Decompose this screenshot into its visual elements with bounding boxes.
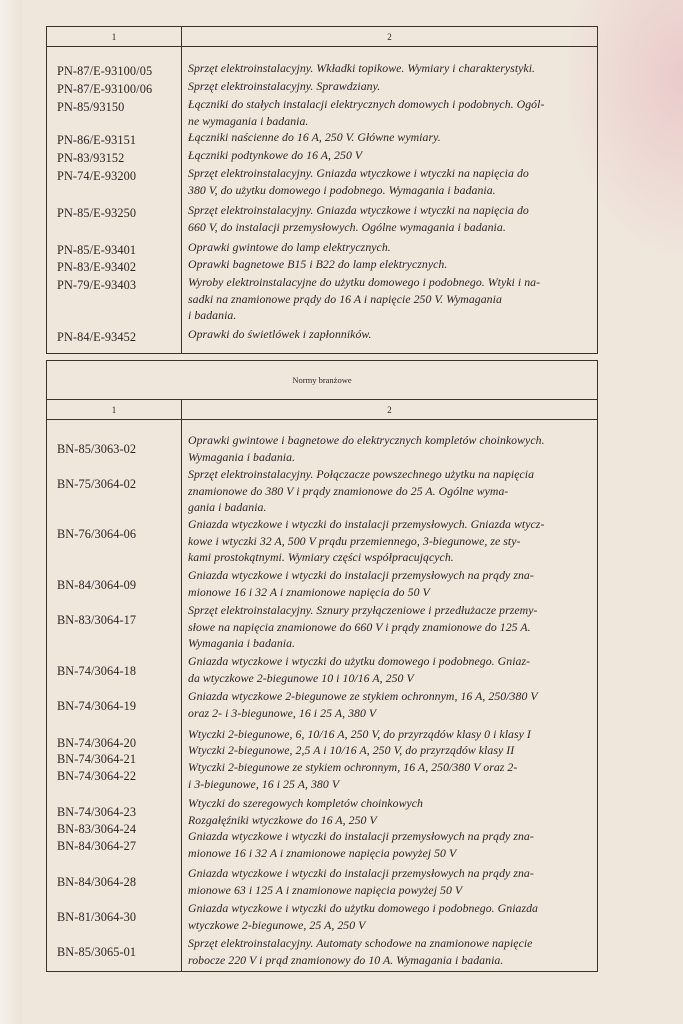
- description-line: mionowe 63 i 125 A i znamionowe napięcia powyżej 50 V: [188, 882, 463, 897]
- column-header-1: 1: [47, 27, 182, 46]
- standard-code: PN-87/E-93100/06: [57, 82, 153, 96]
- code-column: [47, 420, 182, 972]
- standard-description: [188, 812, 593, 829]
- standard-code: BN-83/3064-17: [57, 613, 137, 627]
- standard-code: PN-85/E-93401: [57, 243, 137, 257]
- code-column: [47, 47, 182, 353]
- standard-description: [188, 726, 593, 743]
- standard-code: PN-79/E-93403: [57, 278, 137, 292]
- standard-description: [188, 742, 593, 759]
- standard-description: [188, 516, 593, 566]
- standard-code: BN-85/3065-01: [57, 945, 137, 959]
- description-line: wtyczkowe 2-biegunowe, 25 A, 250 V: [188, 917, 366, 932]
- standard-code: BN-74/3064-21: [57, 752, 137, 766]
- description-line: robocze 220 V i prąd znamionowy do 10 A. Wymagania i badania.: [188, 952, 504, 967]
- description-line: sadki na znamionowe prądy do 16 A i napięcie 250 V. Wymagania: [188, 291, 502, 306]
- standard-description: [188, 147, 593, 164]
- standard-code: BN-74/3064-18: [57, 664, 137, 678]
- description-line: i badania.: [188, 308, 237, 322]
- description-line: Łączniki podtynkowe do 16 A, 250 V: [188, 148, 363, 162]
- description-line: Gniazda wtyczkowe i wtyczki do użytku domowego i podobnego. Gniaz-: [188, 654, 531, 668]
- description-line: mionowe 16 i 32 A i znamionowe napięcia powyżej 50 V: [188, 845, 457, 860]
- standard-description: [188, 795, 593, 812]
- description-line: Oprawki gwintowe do lamp elektrycznych.: [188, 240, 391, 254]
- description-line: Sprzęt elektroinstalacyjny. Gniazda wtyczkowe i wtyczki na napięcia do: [188, 166, 529, 180]
- description-line: Wyroby elektroinstalacyjne do użytku domowego i podobnego. Wtyki i na-: [188, 275, 541, 289]
- standard-code: BN-85/3063-02: [57, 442, 137, 456]
- standard-code: PN-85/E-93250: [57, 206, 137, 220]
- description-line: Sprzęt elektroinstalacyjny. Automaty schodowe na znamionowe napięcie: [188, 936, 533, 950]
- standard-code: BN-74/3064-20: [57, 736, 137, 750]
- standard-description: [188, 688, 593, 721]
- standard-code: PN-84/E-93452: [57, 330, 137, 344]
- description-line: Wtyczki 2-biegunowe, 2,5 A i 10/16 A, 250 V, do przyrządów klasy II: [188, 743, 515, 757]
- description-column: [182, 420, 597, 972]
- standard-code: BN-75/3064-02: [57, 477, 137, 491]
- standard-code: BN-74/3064-19: [57, 699, 137, 713]
- description-line: gania i badania.: [188, 500, 267, 514]
- table-body: [47, 420, 597, 972]
- standard-code: BN-83/3064-24: [57, 822, 137, 836]
- description-line: Sprzęt elektroinstalacyjny. Gniazda wtyczkowe i wtyczki na napięcia do: [188, 203, 529, 217]
- standard-description: [188, 466, 593, 516]
- description-line: oraz 2- i 3-biegunowe, 16 i 25 A, 380 V: [188, 705, 377, 720]
- standard-description: [188, 274, 593, 324]
- description-line: Oprawki do świetlówek i zapłonników.: [188, 327, 372, 341]
- table-header: [47, 400, 597, 420]
- description-line: Wymagania i badania.: [188, 636, 296, 650]
- standard-description: [188, 326, 593, 343]
- standard-code: PN-83/93152: [57, 151, 125, 165]
- standards-table-pn: [46, 26, 598, 354]
- description-line: Sprzęt elektroinstalacyjny. Sznury przyłączeniowe i przedłużacze przemy-: [188, 603, 538, 617]
- description-line: Sprzęt elektroinstalacyjny. Wkładki topikowe. Wymiary i charakterystyki.: [188, 61, 536, 75]
- table-body: [47, 47, 597, 353]
- column-header-2: 2: [387, 31, 392, 42]
- description-line: Gniazda wtyczkowe i wtyczki do instalacji przemysłowych na prądy zna-: [188, 568, 534, 582]
- standard-description: [188, 865, 593, 898]
- standard-description: [188, 202, 593, 235]
- standard-description: [188, 653, 593, 686]
- standard-description: [188, 256, 593, 273]
- description-line: Wtyczki 2-biegunowe ze stykiem ochronnym, 16 A, 250/380 V oraz 2-: [188, 760, 518, 774]
- description-line: Gniazda wtyczkowe i wtyczki do instalacji przemysłowych. Gniazda wtycz-: [188, 517, 545, 531]
- description-line: Sprzęt elektroinstalacyjny. Połączacze powszechnego użytku na napięcia: [188, 467, 535, 481]
- standard-code: PN-83/E-93402: [57, 260, 137, 274]
- standard-description: [188, 165, 593, 198]
- description-line: Wtyczki do szeregowych kompletów choinkowych: [188, 796, 424, 810]
- standard-code: BN-74/3064-23: [57, 805, 137, 819]
- description-line: kami prostokątnymi. Wymiary części współpracujących.: [188, 550, 454, 564]
- description-line: Oprawki gwintowe i bagnetowe do elektrycznych kompletów choinkowych.: [188, 433, 545, 447]
- standard-description: [188, 900, 593, 933]
- description-line: 660 V, do instalacji przemysłowych. Ogólne wymagania i badania.: [188, 219, 506, 234]
- standard-description: [188, 78, 593, 95]
- standard-code: BN-81/3064-30: [57, 910, 137, 924]
- description-line: Gniazda wtyczkowe i wtyczki do instalacji przemysłowych na prądy zna-: [188, 829, 534, 843]
- standard-description: [188, 759, 593, 792]
- table-header: [47, 27, 597, 47]
- description-line: Łączniki naścienne do 16 A, 250 V. Główne wymiary.: [188, 130, 441, 144]
- page-edge: [0, 0, 22, 1024]
- standard-description: [188, 129, 593, 146]
- description-line: Łączniki do stałych instalacji elektrycznych domowych i podobnych. Ogól-: [188, 97, 545, 111]
- description-line: Oprawki bagnetowe B15 i B22 do lamp elektrycznych.: [188, 257, 448, 271]
- description-line: Wymagania i badania.: [188, 449, 296, 464]
- standard-description: [188, 602, 593, 652]
- description-line: znamionowe do 380 V i prądy znamionowe do 25 A. Ogólne wyma-: [188, 483, 509, 498]
- description-line: Rozgałęźniki wtyczkowe do 16 A, 250 V: [188, 813, 377, 827]
- standard-description: [188, 935, 593, 968]
- description-line: Sprzęt elektroinstalacyjny. Sprawdziany.: [188, 79, 381, 93]
- standard-code: BN-74/3064-22: [57, 769, 137, 783]
- standard-code: BN-84/3064-27: [57, 839, 137, 853]
- standard-code: BN-84/3064-28: [57, 875, 137, 889]
- description-line: i 3-biegunowe, 16 i 25 A, 380 V: [188, 776, 340, 791]
- standard-description: [188, 567, 593, 600]
- description-line: ne wymagania i badania.: [188, 113, 309, 128]
- standard-description: [188, 239, 593, 256]
- standard-code: PN-87/E-93100/05: [57, 64, 153, 78]
- standard-code: PN-85/93150: [57, 100, 125, 114]
- description-line: mionowe 16 i 32 A i znamionowe napięcia do 50 V: [188, 584, 430, 599]
- description-line: Gniazda wtyczkowe i wtyczki do instalacji przemysłowych na prądy zna-: [188, 866, 534, 880]
- column-header-2: 2: [387, 404, 392, 415]
- standard-code: BN-76/3064-06: [57, 527, 137, 541]
- standard-description: [188, 60, 593, 77]
- standard-code: PN-74/E-93200: [57, 169, 137, 183]
- standard-code: BN-84/3064-09: [57, 578, 137, 592]
- table-title: Normy branżowe: [47, 361, 597, 400]
- description-line: kowe i wtyczki 32 A, 500 V prądu przemiennego, 3-biegunowe, ze sty-: [188, 533, 521, 548]
- standard-description: [188, 828, 593, 861]
- description-line: da wtyczkowe 2-biegunowe 10 i 10/16 A, 250 V: [188, 670, 414, 685]
- description-column: [182, 47, 597, 353]
- description-line: słowe na napięcia znamionowe do 660 V i prądy znamionowe do 125 A.: [188, 619, 531, 634]
- standards-table-bn: [46, 360, 598, 972]
- description-line: Wtyczki 2-biegunowe, 6, 10/16 A, 250 V, do przyrządów klasy 0 i klasy I: [188, 727, 531, 741]
- description-line: 380 V, do użytku domowego i podobnego. Wymagania i badania.: [188, 182, 496, 197]
- standard-description: [188, 96, 593, 129]
- standard-description: [188, 432, 593, 465]
- description-line: Gniazda wtyczkowe i wtyczki do użytku domowego i podobnego. Gniazda: [188, 901, 539, 915]
- column-header-1: 1: [47, 400, 182, 419]
- description-line: Gniazda wtyczkowe 2-biegunowe ze stykiem ochronnym, 16 A, 250/380 V: [188, 689, 538, 703]
- standard-code: PN-86/E-93151: [57, 133, 137, 147]
